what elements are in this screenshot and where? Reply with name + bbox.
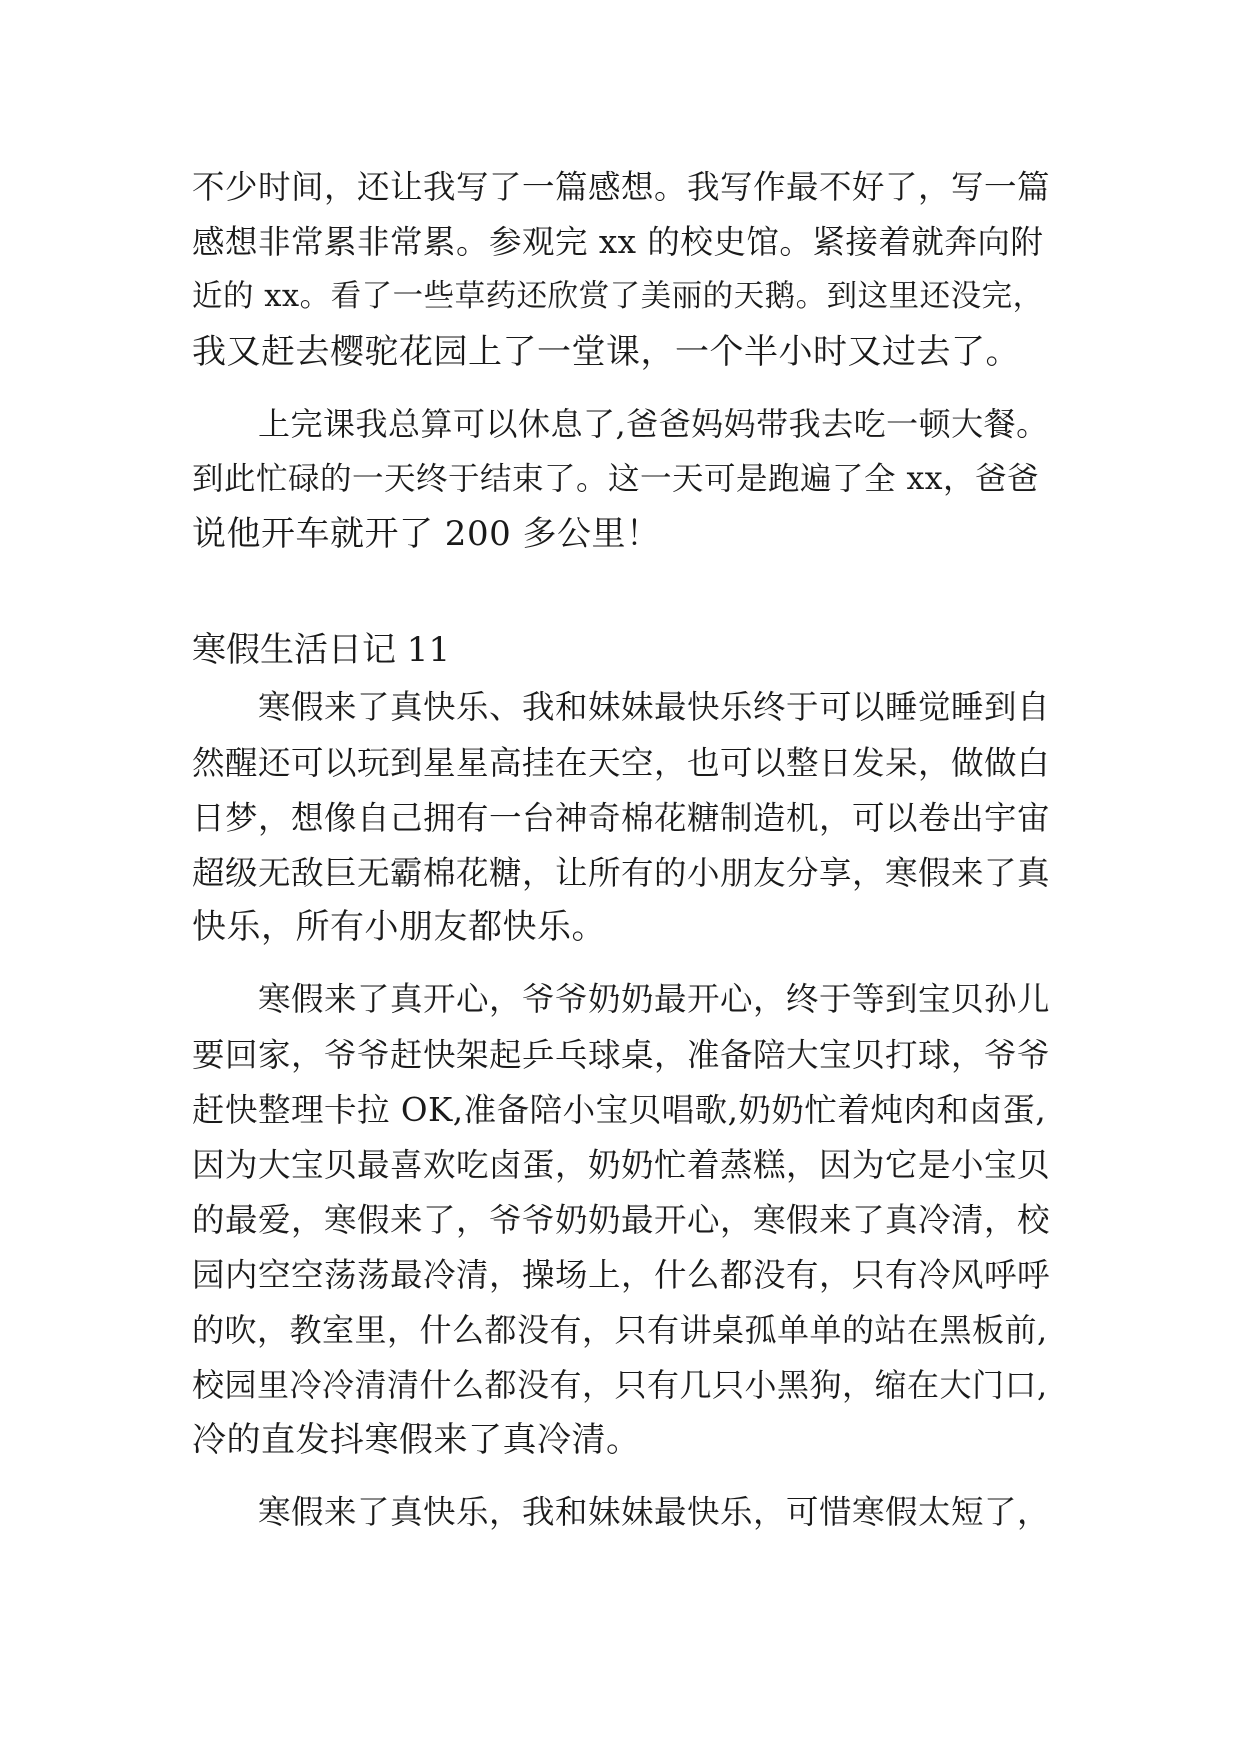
- text-line: 校园里冷冷清清什么都没有，只有几只小黑狗，缩在大门口,: [192, 1366, 1048, 1404]
- text-line: 近的 xx。看了一些草药还欣赏了美丽的天鹅。到这里还没完，: [192, 279, 1044, 314]
- text-line: 园内空空荡荡最冷清，操场上，什么都没有，只有冷风呼呼: [192, 1256, 1051, 1294]
- text-line: 冷的直发抖寒假来了真冷清。: [192, 1420, 641, 1460]
- paragraph-start-line: 上完课我总算可以休息了,爸爸妈妈带我去吃一顿大餐。: [258, 405, 1049, 443]
- text-line: 说他开车就开了 200 多公里！: [192, 514, 661, 554]
- diary-heading: 寒假生活日记 11: [192, 630, 451, 670]
- text-line: 不少时间，还让我写了一篇感想。我写作最不好了，写一篇: [192, 168, 1051, 206]
- text-line: 快乐，所有小朋友都快乐。: [192, 907, 606, 947]
- text-line: 赶快整理卡拉 OK,准备陪小宝贝唱歌,奶奶忙着炖肉和卤蛋,: [192, 1091, 1047, 1129]
- text-line: 日梦，想像自己拥有一台神奇棉花糖制造机，可以卷出宇宙: [192, 799, 1051, 837]
- text-line: 然醒还可以玩到星星高挂在天空，也可以整日发呆，做做白: [192, 744, 1051, 782]
- paragraph-start-line: 寒假来了真快乐，我和妹妹最快乐，可惜寒假太短了，: [258, 1493, 1051, 1531]
- paragraph-start-line: 寒假来了真快乐、我和妹妹最快乐终于可以睡觉睡到自: [258, 688, 1051, 726]
- text-line: 的最爱，寒假来了，爷爷奶奶最开心，寒假来了真冷清，校: [192, 1201, 1051, 1239]
- text-line: 要回家，爷爷赶快架起乒乓球桌，准备陪大宝贝打球，爷爷: [192, 1036, 1051, 1074]
- text-line: 的吹，教室里，什么都没有，只有讲桌孤单单的站在黑板前,: [192, 1311, 1048, 1349]
- text-line: 超级无敌巨无霸棉花糖，让所有的小朋友分享，寒假来了真: [192, 854, 1051, 892]
- paragraph-start-line: 寒假来了真开心，爷爷奶奶最开心，终于等到宝贝孙儿: [258, 980, 1051, 1018]
- text-line: 感想非常累非常累。参观完 xx 的校史馆。紧接着就奔向附: [192, 223, 1044, 261]
- text-line: 到此忙碌的一天终于结束了。这一天可是跑遍了全 xx，爸爸: [192, 461, 1040, 497]
- text-line: 因为大宝贝最喜欢吃卤蛋，奶奶忙着蒸糕，因为它是小宝贝: [192, 1146, 1051, 1184]
- text-line: 我又赶去樱驼花园上了一堂课，一个半小时又过去了。: [192, 332, 1020, 372]
